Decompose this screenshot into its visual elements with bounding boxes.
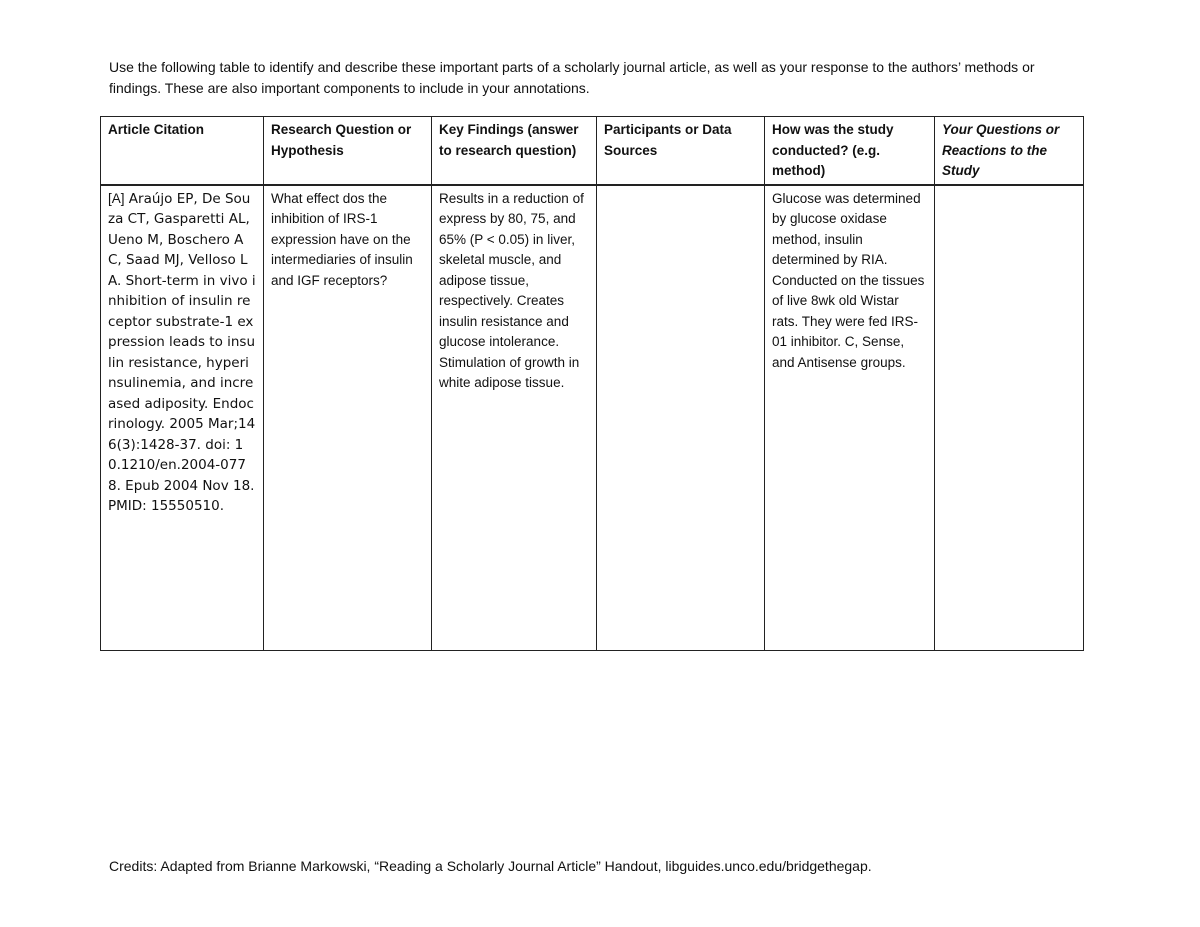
cell-reactions	[935, 185, 1084, 651]
cell-research-question: What effect dos the inhibition of IRS-1 expression have on the intermediaries of insulin and IGF receptors?	[264, 185, 432, 651]
citation-text: Araújo EP, De Souza CT, Gasparetti AL, Ueno M, Boschero AC, Saad MJ, Velloso LA. Short-term in vivo inhibition of insulin receptor substrate-1 expression leads to insulin resistance, hyperinsulinemia, and increased adiposity. Endocrinology. 2005 Mar;146(3):1428-37. doi: 10.1210/en.2004-0778. Epub 2004 Nov 18. PMID: 15550510.	[108, 190, 256, 514]
article-analysis-table	[100, 116, 1084, 651]
header-method: How was the study conducted? (e.g. method)	[765, 117, 935, 185]
instructions-text: Use the following table to identify and describe these important parts of a scholarly journal article, as well as your response to the authors’ methods or findings. These are also important components to include in your annotations.	[109, 59, 1035, 96]
header-article-citation: Article Citation	[101, 117, 264, 185]
cell-method: Glucose was determined by glucose oxidase method, insulin determined by RIA. Conducted on the tissues of live 8wk old Wistar rats. They were fed IRS-01 inhibitor. C, Sense, and Antisense groups.	[765, 185, 935, 651]
table-header-row	[101, 117, 1084, 185]
table-row	[101, 185, 1084, 651]
header-research-question: Research Question or Hypothesis	[264, 117, 432, 185]
header-key-findings: Key Findings (answer to research question)	[432, 117, 597, 185]
citation-tag: [A]	[108, 190, 125, 206]
header-participants: Participants or Data Sources	[597, 117, 765, 185]
cell-article-citation	[101, 185, 264, 651]
cell-key-findings: Results in a reduction of express by 80, 75, and 65% (P < 0.05) in liver, skeletal muscle, and adipose tissue, respectively. Creates insulin resistance and glucose intolerance. Stimulation of growth in white adipose tissue.	[432, 185, 597, 651]
cell-participants	[597, 185, 765, 651]
credits-text: Credits: Adapted from Brianne Markowski, “Reading a Scholarly Journal Article” Handout, libguides.unco.edu/bridgethegap.	[109, 858, 872, 874]
header-reactions: Your Questions or Reactions to the Study	[935, 117, 1084, 185]
